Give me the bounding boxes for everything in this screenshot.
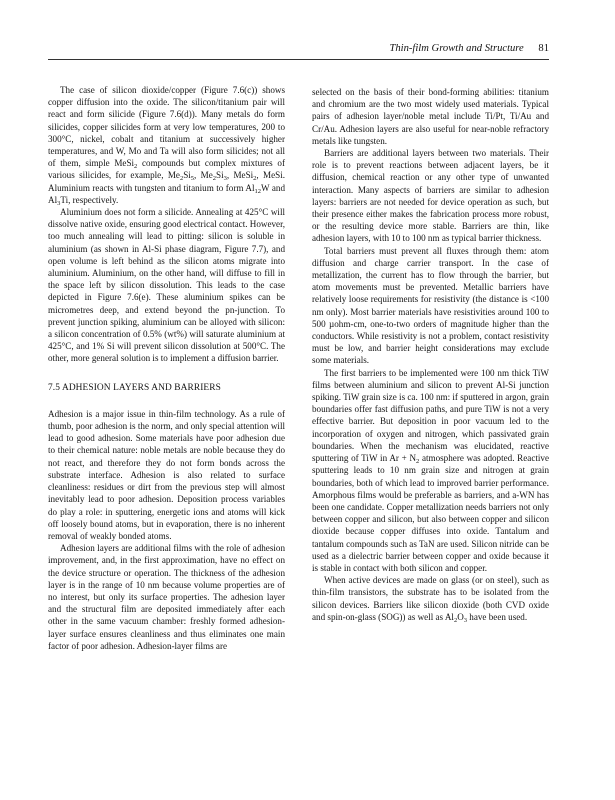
paragraph-glass-substrates: When active devices are made on glass (or on steel), such as thin-film transistors, the substrate has to be isolated from the silicon devices. Barriers like silicon dioxide (both CVD oxide and spin-on-glass (SOG)) as well as $Al_2O_3$ have been used. <box>312 575 549 624</box>
running-title: Thin-film Growth and Structure <box>389 43 524 54</box>
paragraph-adhesion-intro: Adhesion is a major issue in thin-film technology. As a rule of thumb, poor adhesion is the norm, and only special attention will lead to good adhesion. Some materials have poor adhesion due to their chemical nature: noble metals are noble because they do not react, and therefore they do not form bonds across the substrate interface. Adhesion is also related to surface cleanliness: residues or dirt from the previous step will almost inevitably lead to poor adhesion. Deposition process variables do play a role: in sputtering, energetic ions and atoms will kick off loosely bound atoms, but in evaporation, there is no inherent removal of weakly bonded atoms. <box>48 408 285 541</box>
paragraph-total-barriers: Total barriers must prevent all fluxes through them: atom diffusion and charge carrier transport. In the case of metallization, the current has to flow through the barrier, but atom movements must be prevented. Metallic barriers have relatively loose requirements for resistivity (the distance is <100 nm only). Most barrier materials have resistivities around 100 to 500 µohm-cm, one-to-two orders of magnitude higher than the conductors. While resistivity is not a problem, contact resistivity must be low, and barrier height considerations may exclude some materials. <box>312 245 549 366</box>
page-number: 81 <box>538 43 549 54</box>
paragraph-tiw-barriers: The first barriers to be implemented were 100 nm thick TiW films between aluminium and silicon to prevent Al-Si junction spiking. TiW grain size is ca. 100 nm: if sputtered in argon, grain boundaries offer fast diffusion paths, and pure TiW is not a very effective barrier. But deposition in poor vacuum led to the incorporation of oxygen and nitrogen, which passivated grain boundaries. When the mechanism was elucidated, reactive sputtering of TiW in $Ar + N_2$ atmosphere was adopted. Reactive sputtering leads to 10 nm grain size and nitrogen at grain boundaries, both of which lead to improved barrier performance. Amorphous films would be preferable as barriers, and a-WN has been one candidate. Copper metallization needs barriers not only between copper and silicon, but also between copper and silicon dioxide because copper diffuses into oxide. Tantalum and tantalum compounds such as TaN are used. Silicon nitride can be used as a dielectric barrier between copper and oxide because it is stable in contact with both silicon and copper. <box>312 367 549 573</box>
left-column <box>48 84 285 652</box>
right-column <box>312 86 549 623</box>
paragraph-adhesion-layers: Adhesion layers are additional films with the role of adhesion improvement, and, in the first approximation, have no effect on the device structure or operation. The thickness of the adhesion layer is in the range of 10 nm because volume properties are of no interest, but only its surface properties. The adhesion layer and the structural film are deposited immediately after each other in the same vacuum chamber: freshly formed adhesion-layer surface ensures cleanliness and thus eliminates one main factor of poor adhesion. Adhesion-layer films are <box>48 543 285 651</box>
paragraph-silicides: The case of silicon dioxide/copper (Figure 7.6(c)) shows copper diffusion into the oxide. The silicon/titanium pair will react and form silicide (Figure 7.6(d)). Many metals do form silicides, copper silicides form at very low temperatures, 200 to 300°C, nickel, cobalt and titanium at successively higher temperatures, and W, Mo and Ta will also form silicides; not all of them, simple MeSi$_2$ compounds but complex mixtures of various silicides, for example, $Me_2Si_5$, $Me_2Si_3$, MeSi$_2$, MeSi. Aluminium reacts with tungsten and titanium to form $Al_{12}W$ and $Al_3Ti$, respectively. <box>48 85 285 207</box>
running-header <box>48 42 549 60</box>
paragraph-adhesion-materials: selected on the basis of their bond-forming abilities: titanium and chromium are the two most widely used materials. Typical pairs of adhesion layer/noble metal include Ti/Pt, Ti/Au and Cr/Au. Adhesion layers are also useful for near-noble refractory metals like tungsten. <box>312 87 549 146</box>
section-heading: 7.5 ADHESION LAYERS AND BARRIERS <box>48 382 221 393</box>
paragraph-barriers-intro: Barriers are additional layers between two materials. Their role is to prevent reactions between adjacent layers, be it diffusion, chemical reaction or any other type of unwanted interaction. Many aspects of barriers are similar to adhesion layers: barriers are not needed for device operation as such, but their presence either makes the fabrication process more robust, or the resulting device more stable. Barriers are thin, like adhesion layers, with 10 to 100 nm as typical barrier thickness. <box>312 148 549 244</box>
paragraph-aluminium-spiking: Aluminium does not form a silicide. Annealing at 425°C will dissolve native oxide, ensuring good electrical contact. However, too much annealing will lead to pitting: silicon is soluble in aluminium (as shown in Al-Si phase diagram, Figure 7.7), and open volume is left behind as the silicon atoms migrate into aluminium. Aluminium, on the other hand, will diffuse to fill in the space left by silicon dissolution. This leads to the case depicted in Figure 7.6(e). These aluminium spikes can be micrometres deep, and extend beyond the pn-junction. To prevent junction spiking, aluminium can be alloyed with silicon: a silicon concentration of 0.5% (wt%) will saturate aluminium at 425°C, and 1% Si will prevent silicon dissolution at 500°C. The other, more general solution is to implement a diffusion barrier. <box>48 207 286 364</box>
